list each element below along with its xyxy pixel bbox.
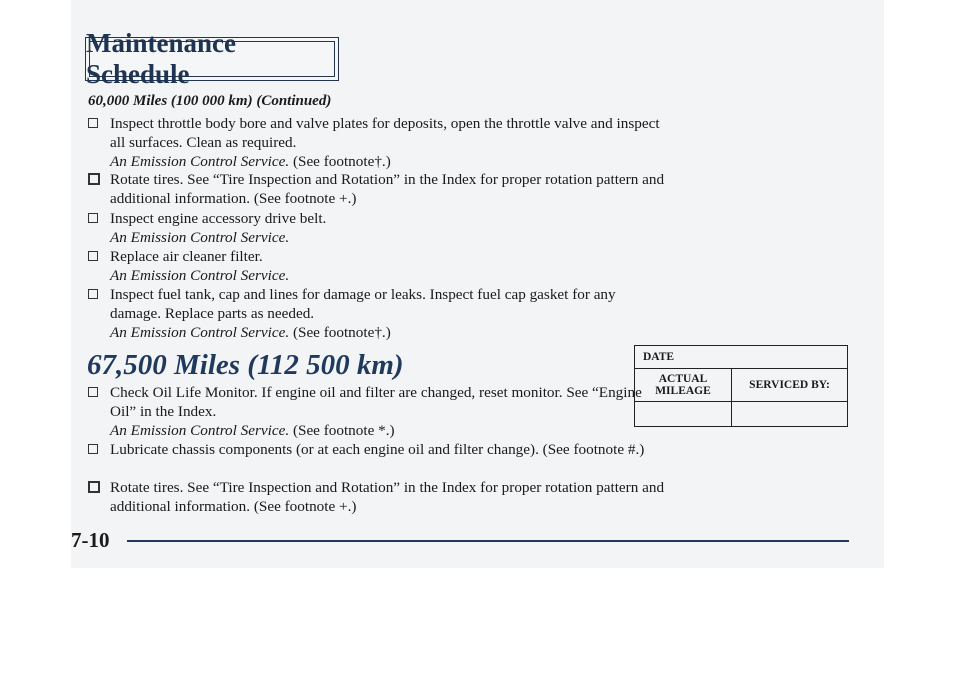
item-text: Inspect throttle body bore and valve plates for deposits, open the throttle valve and inspect all surfaces. Clean as required. [110, 115, 660, 151]
checklist-item [88, 247, 668, 285]
footnote-ref: (See footnote†.) [289, 153, 391, 170]
footnote-ref: (See footnote†.) [289, 324, 391, 341]
item-text: Check Oil Life Monitor. If engine oil and filter are changed, reset monitor. See “Engine Oil” in the Index. [110, 384, 642, 420]
emission-service-label: An Emission Control Service. [110, 153, 290, 170]
section-heading: 67,500 Miles (112 500 km) [87, 349, 404, 381]
item-service-note [88, 228, 668, 247]
manual-page [71, 0, 884, 568]
item-service-note [88, 323, 668, 342]
serviced-by-header: SERVICED BY: [732, 369, 848, 402]
checkbox-icon[interactable] [88, 481, 100, 493]
page-title-text: Maintenance Schedule [86, 28, 236, 89]
checkbox-icon[interactable] [88, 387, 98, 397]
item-text: Lubricate chassis components (or at each engine oil and filter change). (See footnote #.) [110, 441, 645, 458]
footnote-ref: (See footnote *.) [289, 422, 395, 439]
actual-mileage-header: ACTUAL MILEAGE [635, 369, 732, 402]
page-number: 7-10 [71, 528, 110, 552]
checklist-item [88, 170, 668, 208]
item-text: Inspect fuel tank, cap and lines for damage or leaks. Inspect fuel cap gasket for any damage. Replace parts as needed. [110, 286, 616, 322]
service-record-table [634, 345, 848, 427]
date-cell[interactable]: DATE [635, 346, 848, 369]
mileage-entry-cell[interactable] [635, 402, 732, 427]
item-service-note [88, 266, 668, 285]
checkbox-icon[interactable] [88, 118, 98, 128]
item-service-note [88, 421, 668, 440]
item-service-note [88, 152, 668, 171]
checkbox-icon[interactable] [88, 444, 98, 454]
page-title [85, 28, 339, 89]
emission-service-label: An Emission Control Service. [110, 324, 290, 341]
checklist-item [88, 285, 668, 342]
section-subtitle: 60,000 Miles (100 000 km) (Continued) [88, 93, 332, 109]
checklist-item [88, 209, 668, 247]
checklist-item [88, 478, 668, 516]
serviced-by-entry-cell[interactable] [732, 402, 848, 427]
item-text: Replace air cleaner filter. [110, 248, 263, 265]
item-text: Rotate tires. See “Tire Inspection and Rotation” in the Index for proper rotation pattern and additional information. (See footnote +.) [110, 479, 665, 515]
footer-divider [127, 540, 849, 542]
checkbox-icon[interactable] [88, 251, 98, 261]
emission-service-label: An Emission Control Service. [110, 267, 290, 284]
emission-service-label: An Emission Control Service. [110, 422, 290, 439]
checklist-item [88, 440, 668, 459]
item-text: Inspect engine accessory drive belt. [110, 210, 327, 227]
item-text: Rotate tires. See “Tire Inspection and Rotation” in the Index for proper rotation pattern and additional information. (See footnote +.) [110, 171, 665, 207]
checklist-item [88, 114, 668, 171]
emission-service-label: An Emission Control Service. [110, 229, 290, 246]
checklist-item [88, 383, 668, 440]
checkbox-icon[interactable] [88, 173, 100, 185]
checkbox-icon[interactable] [88, 213, 98, 223]
checkbox-icon[interactable] [88, 289, 98, 299]
